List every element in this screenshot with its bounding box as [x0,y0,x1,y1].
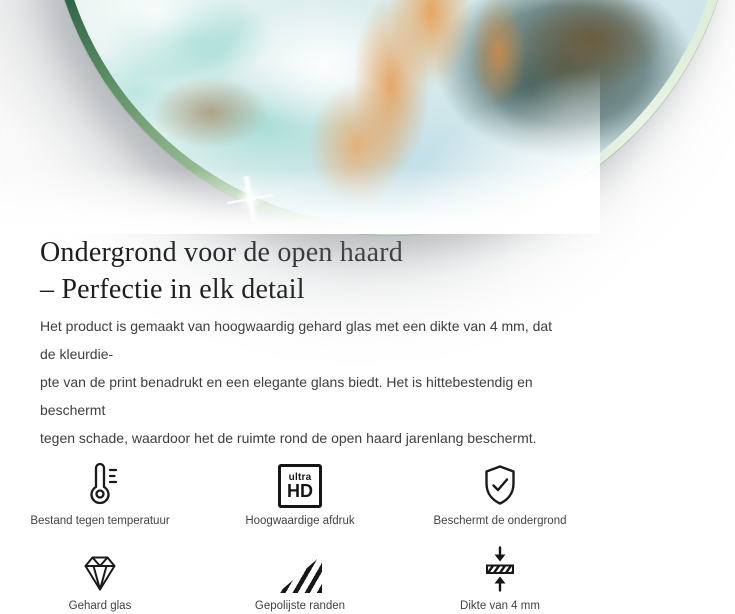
feature-protection [400,458,600,529]
feature-label: Gehard glas [68,600,132,612]
page-title-line1: Ondergrond voor de open haard [40,237,403,268]
feature-polished-edges [200,543,400,614]
feature-tempered-glass [0,543,200,614]
feature-thickness [400,543,600,614]
diamond-icon [76,543,124,593]
feature-label: Gepolijste randen [254,600,346,612]
description-line: pte van de print benadrukt en een elegante glans biedt. Het is hittebestendig en beschermt [40,374,533,418]
polished-edges-icon [278,543,322,593]
ultra-hd-badge-top: ultra [288,472,312,483]
hero-product-photo [0,0,600,234]
hero-fade-overlay [0,0,600,234]
feature-label: Hoogwaardige afdruk [245,515,355,527]
shield-check-icon [476,458,524,508]
page-title [0,234,600,308]
thermometer-icon [76,458,124,508]
features-grid [0,458,600,614]
feature-label: Beschermt de ondergrond [433,515,567,527]
feature-label: Dikte van 4 mm [460,600,540,612]
feature-temperature [0,458,200,529]
ultra-hd-icon [278,458,322,508]
description-line: tegen schade, waardoor het de ruimte rond de open haard jarenlang beschermt. [40,430,537,446]
ultra-hd-badge-bottom: HD [287,481,313,501]
page-title-line2: – Perfectie in elk detail [40,274,305,305]
description-line: Het product is gemaakt van hoogwaardig gehard glas met een dikte van 4 mm, dat de kleurdie- [40,318,553,362]
product-description [40,312,560,452]
feature-label: Bestand tegen temperatuur [30,515,170,527]
feature-print-quality [200,458,400,529]
thickness-icon [476,543,524,593]
